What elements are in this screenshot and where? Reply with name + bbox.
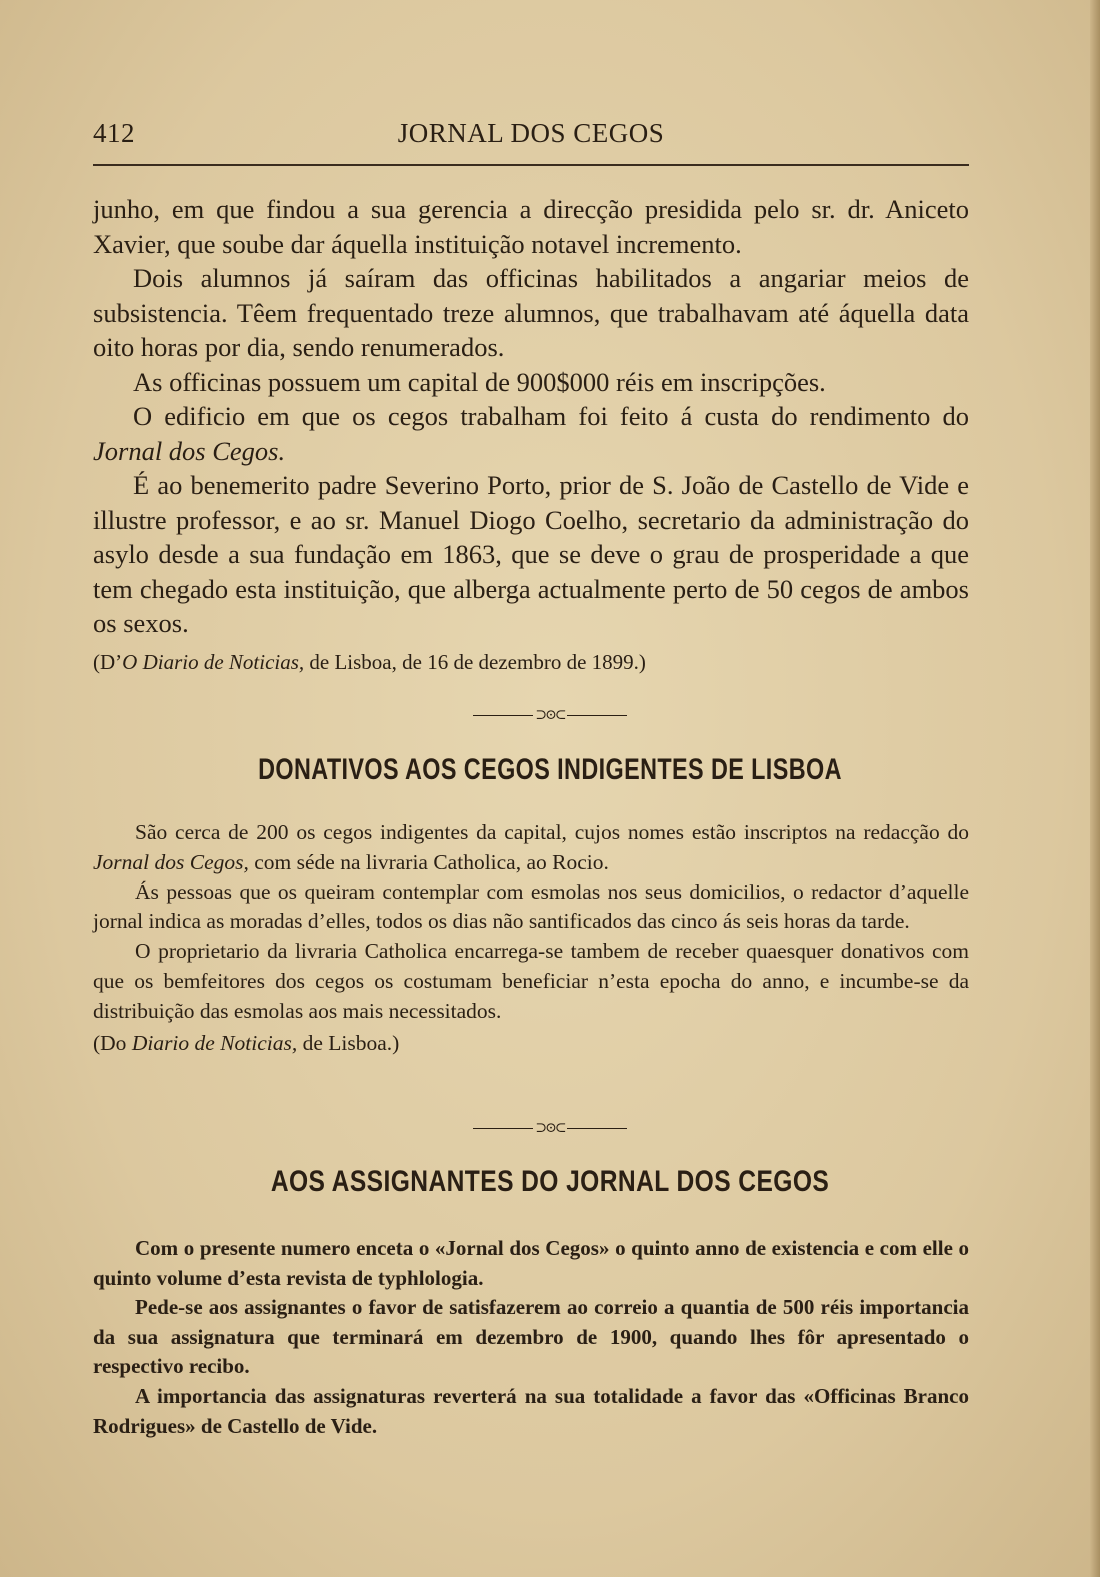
citation-prefix: (Do — [93, 1030, 132, 1055]
citation-prefix: (D’ — [93, 649, 123, 674]
paragraph: O proprietario da livraria Catholica encarrega-se tambem de receber quaesquer donativos com que os bemfeitores dos cegos os costumam beneficiar n’esta epocha do anno, e incumbe-se da distribuição das esmolas aos mais necessitados. — [93, 939, 969, 1023]
page-header — [93, 118, 969, 158]
article-donativos — [93, 818, 969, 1058]
paragraph — [93, 818, 969, 878]
paragraph-text: com séde na livraria Catholica, ao Rocio. — [248, 849, 609, 874]
citation-italic: O Diario de Noticias, — [122, 649, 305, 674]
divider-ornament: ⊃⊙⊂ — [535, 707, 565, 723]
paragraph: A importancia das assignaturas reverterá na sua totalidade a favor das «Officinas Branco Rodrigues» de Castello de Vide. — [93, 1383, 969, 1438]
paragraph: junho, em que findou a sua gerencia a direcção presidida pelo sr. dr. Aniceto Xavier, que soube dar áquella instituição notavel incremento. — [93, 194, 969, 259]
running-title: JORNAL DOS CEGOS — [397, 118, 665, 148]
citation-suffix: de Lisboa.) — [297, 1030, 400, 1055]
source-citation — [93, 1029, 969, 1059]
article-continuation — [93, 192, 969, 677]
citation-italic: Diario de Noticias, — [131, 1030, 298, 1055]
divider-line — [473, 1128, 533, 1129]
citation-suffix: de Lisboa, de 16 de dezembro de 1899.) — [304, 649, 646, 674]
paragraph: Dois alumnos já saíram das officinas habilitados a angariar meios de subsistencia. Têem frequentado treze alumnos, que trabalhavam até áquella data oito horas por dia, sendo renumerados. — [93, 263, 969, 362]
paragraph: Com o presente numero enceta o «Jornal dos Cegos» o quinto anno de existencia e com elle o quinto volume d’esta revista de typhlologia. — [93, 1236, 969, 1290]
paragraph: Ás pessoas que os queiram contemplar com esmolas nos seus domicilios, o redactor d’aquelle jornal indica as moradas d’elles, todos os dias não santificados das cinco ás seis horas da tarde. — [93, 879, 969, 934]
page-edge-shadow — [1090, 0, 1100, 1577]
header-rule — [93, 164, 969, 166]
section-heading-assignantes: AOS ASSIGNANTES DO JORNAL DOS CEGOS — [270, 1165, 830, 1198]
paragraph: As officinas possuem um capital de 900$000 réis em inscripções. — [133, 366, 826, 397]
paragraph — [93, 399, 969, 468]
divider-line — [567, 1128, 627, 1129]
section-divider — [0, 1117, 1100, 1139]
source-citation — [93, 647, 969, 677]
divider-line — [567, 715, 627, 716]
journal-title-italic: Jornal dos Cegos. — [93, 435, 286, 466]
paragraph: Pede-se aos assignantes o favor de satisfazerem ao correio a quantia de 500 réis importancia da sua assignatura que terminará em dezembro de 1900, quando lhes fôr apresentado o respectivo recibo. — [93, 1295, 969, 1379]
paragraph: É ao benemerito padre Severino Porto, prior de S. João de Castello de Vide e illustre professor, e ao sr. Manuel Diogo Coelho, secretario da administração do asylo desde a sua fundação em 1863, que se deve o grau de prosperidade a que tem chegado esta instituição, que alberga actualmente perto de 50 cegos de ambos os sexos. — [93, 470, 969, 638]
article-assignantes — [93, 1234, 969, 1441]
section-heading-donativos: DONATIVOS AOS CEGOS INDIGENTES DE LISBOA — [258, 753, 842, 786]
divider-ornament: ⊃⊙⊂ — [535, 1120, 565, 1136]
divider-line — [473, 715, 533, 716]
section-divider — [0, 704, 1100, 726]
journal-title-italic: Jornal dos Cegos, — [93, 849, 249, 874]
paragraph-text: São cerca de 200 os cegos indigentes da capital, cujos nomes estão inscriptos na redacção do — [135, 820, 969, 844]
paragraph-text: O edificio em que os cegos trabalham foi feito á custa do rendimento do — [133, 401, 969, 431]
page-number: 412 — [93, 118, 135, 148]
